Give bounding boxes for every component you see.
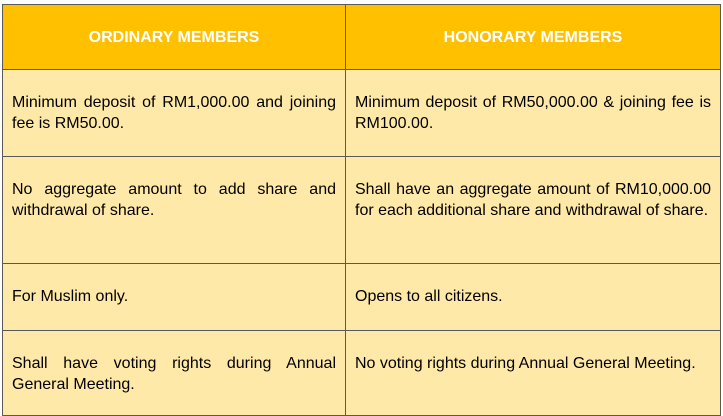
- cell-text: For Muslim only.: [12, 288, 129, 305]
- table-row: [3, 264, 721, 331]
- cell-text: Minimum deposit of RM1,000.00 and joining fee is RM50.00.: [12, 94, 336, 132]
- honorary-share-cell: [346, 157, 721, 264]
- cell-text: No aggregate amount to add share and withdrawal of share.: [12, 181, 336, 219]
- cell-text: No voting rights during Annual General Meeting.: [355, 355, 696, 372]
- cell-text: Opens to all citizens.: [355, 288, 503, 305]
- honorary-deposit-cell: [346, 70, 721, 157]
- ordinary-eligibility-cell: [3, 264, 346, 331]
- cell-text: Shall have voting rights during Annual General Meeting.: [12, 355, 336, 393]
- header-honorary-members: HONORARY MEMBERS: [346, 5, 721, 70]
- membership-comparison-table: [2, 4, 721, 416]
- table-row: [3, 157, 721, 264]
- header-ordinary-members: ORDINARY MEMBERS: [3, 5, 346, 70]
- honorary-eligibility-cell: [346, 264, 721, 331]
- table-row: [3, 331, 721, 416]
- honorary-voting-cell: [346, 331, 721, 416]
- cell-text: Minimum deposit of RM50,000.00 & joining fee is RM100.00.: [355, 94, 711, 132]
- ordinary-voting-cell: [3, 331, 346, 416]
- cell-text: Shall have an aggregate amount of RM10,000.00 for each additional share and withdrawal of share.: [355, 181, 711, 219]
- table-header-row: [3, 5, 721, 70]
- table-row: [3, 70, 721, 157]
- ordinary-share-cell: [3, 157, 346, 264]
- ordinary-deposit-cell: [3, 70, 346, 157]
